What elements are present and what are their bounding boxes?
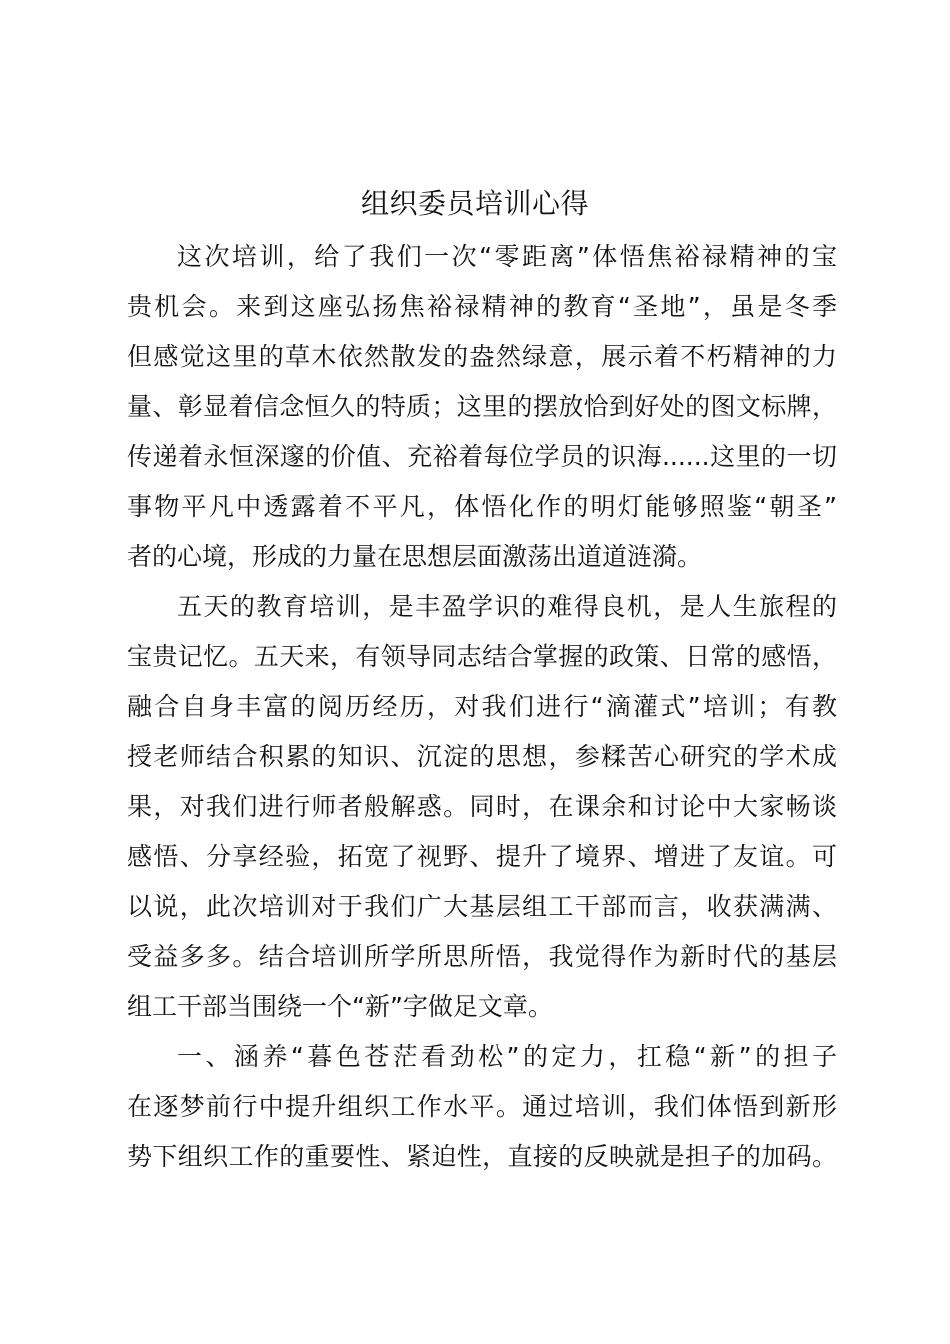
text-line: 五天的教育培训，是丰盈学识的难得良机，是人生旅程的: [177, 592, 837, 621]
paragraph-1: [127, 232, 837, 582]
text-line: 宝贵记忆。五天来，有领导同志结合掌握的政策、日常的感悟，: [127, 642, 837, 671]
text-line: 量、彰显着信念恒久的特质；这里的摆放恰到好处的图文标牌，: [127, 392, 837, 421]
text-line: 受益多多。结合培训所学所思所悟，我觉得作为新时代的基层: [127, 942, 837, 971]
paragraph-3: [127, 1032, 837, 1182]
text-line: 果，对我们进行师者般解惑。同时，在课余和讨论中大家畅谈: [127, 792, 837, 821]
text-line: 但感觉这里的草木依然散发的盎然绿意，展示着不朽精神的力: [127, 342, 837, 371]
text-line: 授老师结合积累的知识、沉淀的思想，参糅苦心研究的学术成: [127, 742, 837, 771]
text-line: 贵机会。来到这座弘扬焦裕禄精神的教育“圣地”，虽是冬季: [127, 292, 837, 321]
text-line: 感悟、分享经验，拓宽了视野、提升了境界、增进了友谊。可: [127, 842, 837, 871]
paragraph-2: [127, 582, 837, 1032]
text-line: 组工干部当围绕一个“新”字做足文章。: [127, 992, 553, 1021]
text-line: 事物平凡中透露着不平凡，体悟化作的明灯能够照鉴“朝圣”: [127, 492, 837, 521]
text-line: 者的心境，形成的力量在思想层面激荡出道道涟漪。: [127, 542, 703, 571]
text-line: 一、涵养“暮色苍茫看劲松”的定力，扛稳“新”的担子: [177, 1042, 837, 1071]
document-body: [127, 232, 837, 1182]
text-line: 在逐梦前行中提升组织工作水平。通过培训，我们体悟到新形: [127, 1092, 837, 1121]
text-line: 以说，此次培训对于我们广大基层组工干部而言，收获满满、: [127, 892, 837, 921]
text-line: 传递着永恒深邃的价值、充裕着每位学员的识海......这里的一切: [127, 442, 837, 471]
text-line: 这次培训，给了我们一次“零距离”体悟焦裕禄精神的宝: [177, 242, 837, 271]
text-line: 融合自身丰富的阅历经历，对我们进行“滴灌式”培训；有教: [127, 692, 837, 721]
text-line: 势下组织工作的重要性、紧迫性，直接的反映就是担子的加码。: [127, 1142, 837, 1171]
document-title: 组织委员培训心得: [360, 187, 589, 220]
